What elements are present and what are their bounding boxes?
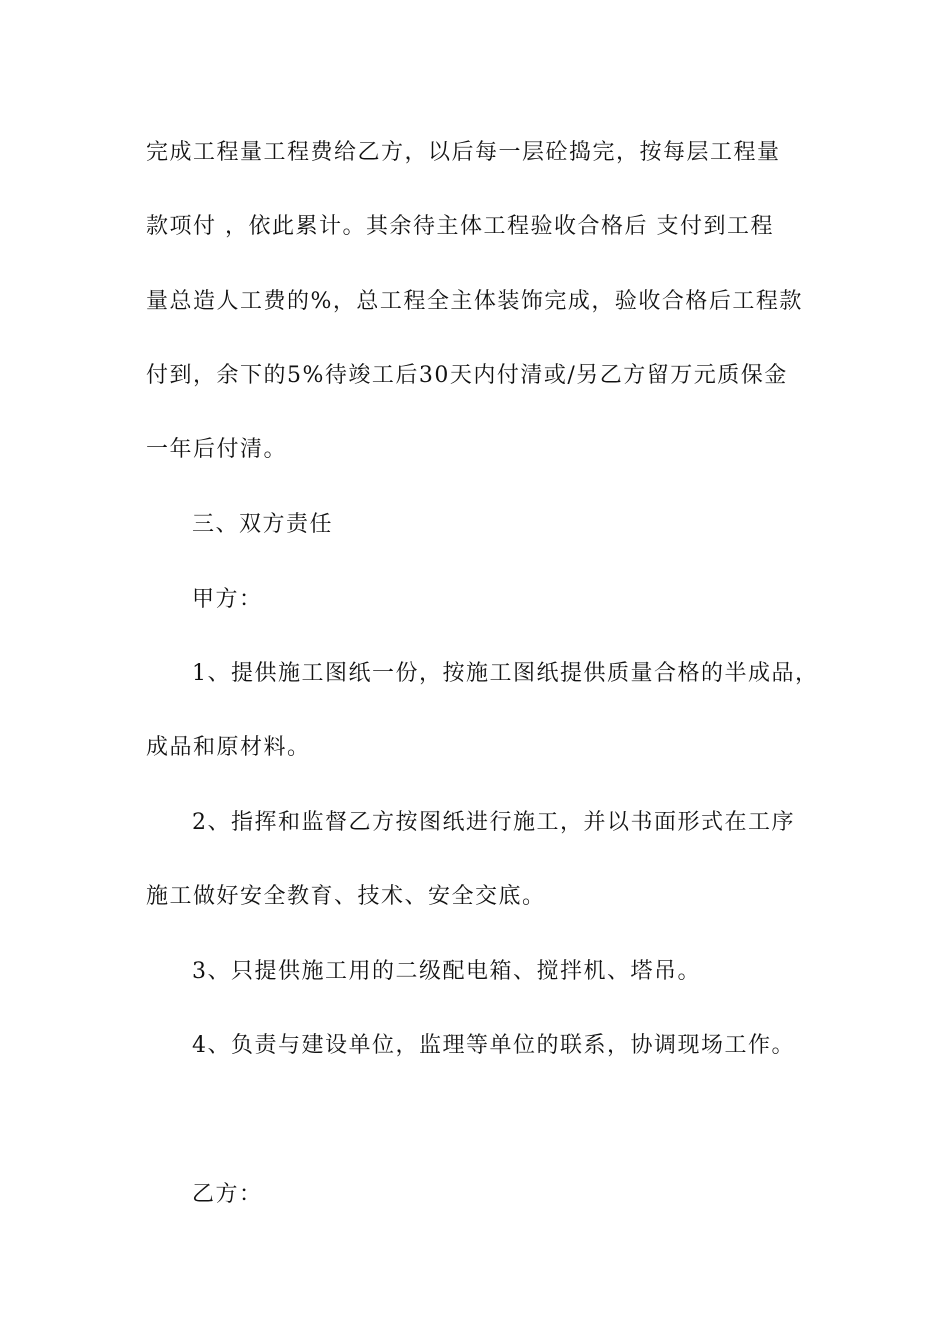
party-a-label: 甲方： bbox=[192, 587, 263, 612]
paragraph-line-3: 量总造人工费的%，总工程全主体装饰完成，验收合格后工程款 bbox=[146, 289, 803, 314]
party-a-item-1: 1、提供施工图纸一份，按施工图纸提供质量合格的半成品， bbox=[192, 661, 819, 686]
paragraph-line-5: 一年后付清。 bbox=[146, 437, 288, 462]
party-a-item-3: 3、只提供施工用的二级配电箱、搅拌机、塔吊。 bbox=[192, 959, 701, 984]
party-a-item-2-cont: 施工做好安全教育、技术、安全交底。 bbox=[146, 884, 546, 909]
paragraph-line-1: 完成工程量工程费给乙方，以后每一层砼捣完，按每层工程量 bbox=[146, 140, 781, 165]
paragraph-line-2: 款项付 ，依此累计。其余待主体工程验收合格后 支付到工程 bbox=[146, 214, 774, 239]
party-b-label: 乙方： bbox=[192, 1182, 263, 1207]
party-a-item-1-cont: 成品和原材料。 bbox=[146, 735, 311, 760]
party-a-item-4: 4、负责与建设单位，监理等单位的联系，协调现场工作。 bbox=[192, 1033, 795, 1058]
section-heading: 三、双方责任 bbox=[192, 512, 334, 537]
party-a-item-2: 2、指挥和监督乙方按图纸进行施工，并以书面形式在工序 bbox=[192, 810, 795, 835]
paragraph-line-4: 付到，余下的5%待竣工后30天内付清或/另乙方留万元质保金 bbox=[146, 363, 788, 388]
